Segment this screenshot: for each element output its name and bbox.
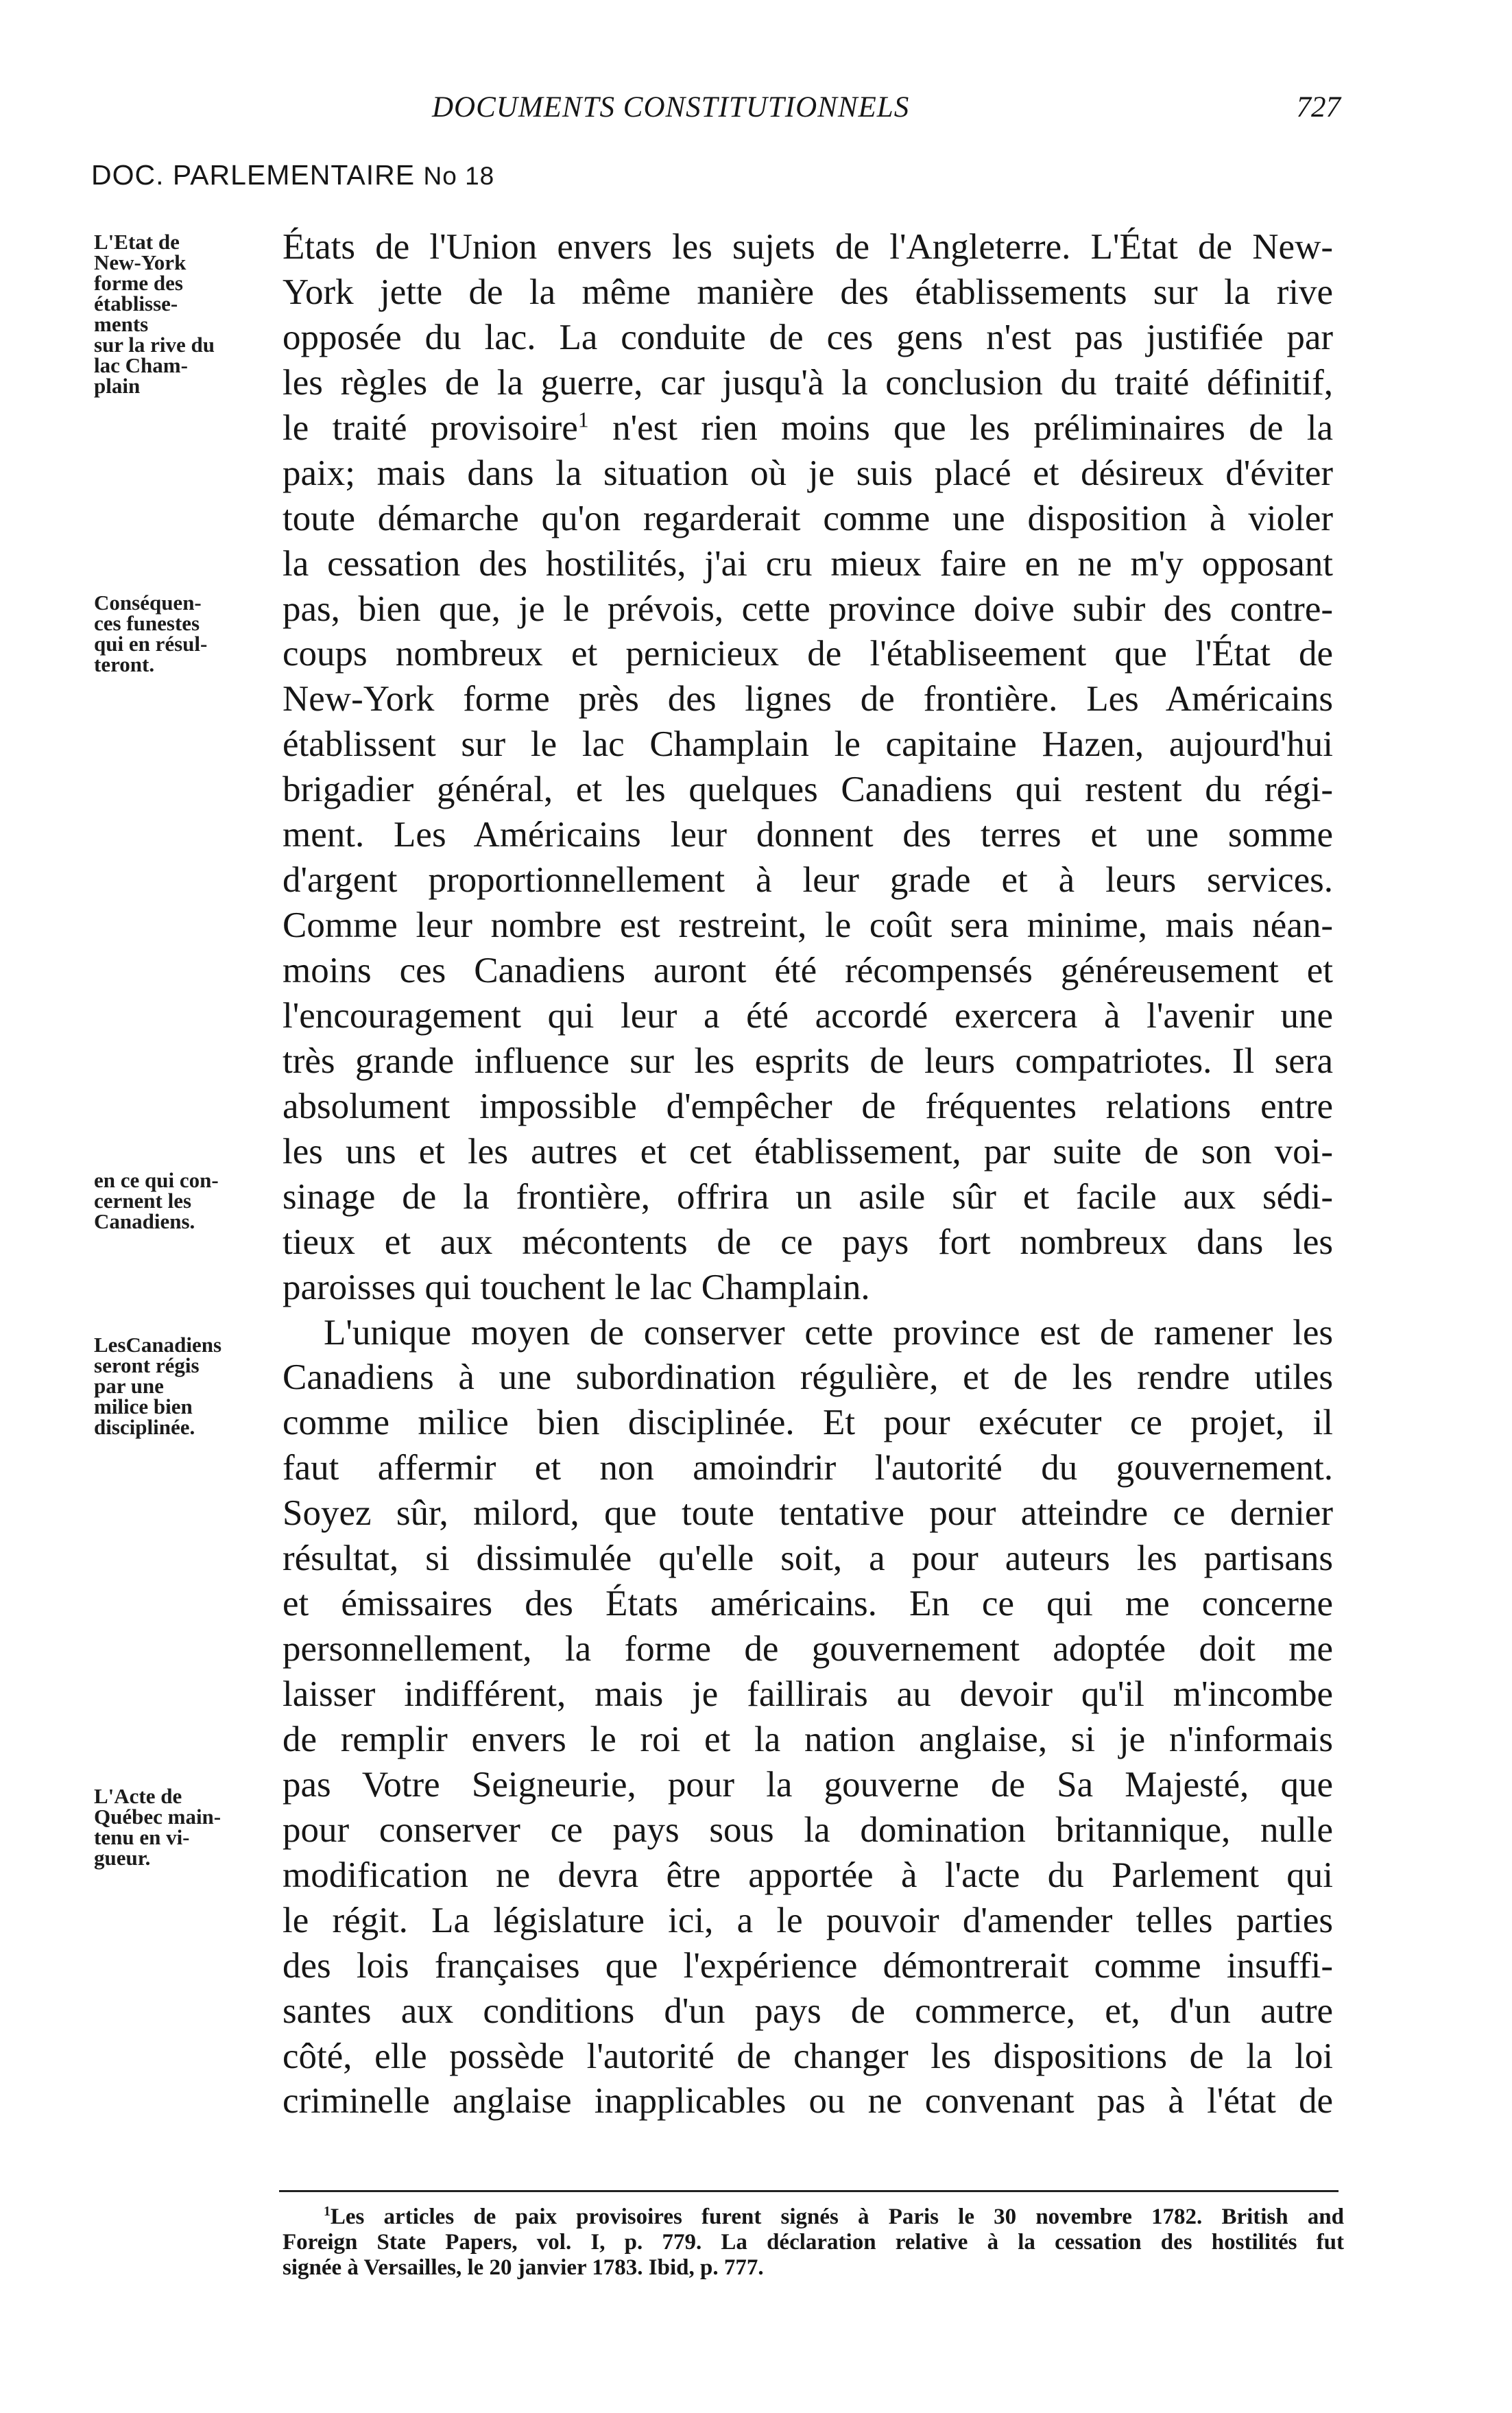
body-line: pas Votre Seigneurie, pour la gouverne de Sa Majesté, que — [283, 1764, 1333, 1805]
margin-note-line: sur la rive du — [94, 333, 215, 357]
body-line: États de l'Union envers les sujets de l'Angleterre. L'État de New- — [283, 227, 1333, 267]
body-line: d'argent proportionnellement à leur grade et à leurs services. — [283, 860, 1333, 901]
body-line: pour conserver ce pays sous la domination britannique, nulle — [283, 1809, 1333, 1850]
body-line: sinage de la frontière, offrira un asile sûr et facile aux sédi- — [283, 1176, 1333, 1217]
body-line: modification ne devra être apportée à l'acte du Parlement qui — [283, 1855, 1333, 1895]
body-line: pas, bien que, je le prévois, cette province doive subir des contre- — [283, 589, 1333, 629]
margin-note-line: LesCanadiens — [94, 1333, 222, 1357]
margin-note-line: L'Etat de — [94, 230, 180, 254]
margin-note-line: lac Cham- — [94, 353, 188, 377]
body-line: laisser indifférent, mais je faillirais au devoir qu'il m'incombe — [283, 1674, 1333, 1714]
margin-note-line: qui en résul- — [94, 632, 208, 656]
margin-note-line: tenu en vi- — [94, 1825, 190, 1849]
body-line: l'encouragement qui leur a été accordé exercera à l'avenir une — [283, 995, 1333, 1036]
margin-note-line: disciplinée. — [94, 1415, 195, 1439]
margin-note-milice — [94, 1335, 279, 1438]
body-line: santes aux conditions d'un pays de commerce, et, d'un autre — [283, 1990, 1333, 2031]
margin-note-line: New-York — [94, 250, 187, 274]
body-line: York jette de la même manière des établissements sur la rive — [283, 272, 1333, 312]
body-line: coups nombreux et pernicieux de l'établiseement que l'État de — [283, 634, 1333, 674]
margin-note-line: teront. — [94, 652, 155, 676]
body-line: les règles de la guerre, car jusqu'à la conclusion du traité définitif, — [283, 362, 1333, 403]
body-line-with-footnote — [283, 406, 1333, 451]
document-number: No 18 — [423, 162, 495, 190]
footnote-divider — [279, 2190, 1339, 2192]
margin-note-line: L'Acte de — [94, 1784, 182, 1808]
margin-note-line: en ce qui con- — [94, 1168, 219, 1192]
body-line: tieux et aux mécontents de ce pays fort nombreux dans les — [283, 1222, 1333, 1262]
body-line: des lois françaises que l'expérience démontrerait comme insuffi- — [283, 1945, 1333, 1986]
margin-note-line: établisse- — [94, 292, 178, 316]
margin-note-line: ments — [94, 312, 149, 336]
margin-note-line: par une — [94, 1374, 164, 1398]
page-number: 727 — [1296, 91, 1341, 123]
margin-note-line: forme des — [94, 271, 183, 295]
margin-note-canadiens — [94, 1170, 279, 1232]
footnote — [283, 2204, 1344, 2281]
margin-note-line: Québec main- — [94, 1805, 221, 1829]
body-line: moins ces Canadiens auront été récompensés généreusement et — [283, 951, 1333, 990]
body-line: paroisses qui touchent le lac Champlain. — [283, 1267, 870, 1307]
body-line: opposée du lac. La conduite de ces gens n'est pas justifiée par — [283, 317, 1333, 357]
body-line: toute démarche qu'on regarderait comme une disposition à violer — [283, 498, 1333, 538]
body-line: comme milice bien disciplinée. Et pour exécuter ce projet, il — [283, 1403, 1333, 1443]
margin-note-line: plain — [94, 374, 141, 398]
body-line: côté, elle possède l'autorité de changer les dispositions de la loi — [283, 2036, 1333, 2076]
footnote-reference: 1 — [577, 407, 589, 432]
body-line: de remplir envers le roi et la nation anglaise, si je n'informais — [283, 1719, 1333, 1759]
body-line: New-York forme près des lignes de frontière. Les Américains — [283, 679, 1333, 720]
body-line: Soyez sûr, milord, que toute tentative pour atteindre ce dernier — [283, 1493, 1333, 1534]
margin-note-acte-de-quebec — [94, 1786, 279, 1868]
body-line: criminelle anglaise inapplicables ou ne convenant pas à l'état de — [283, 2081, 1333, 2121]
body-line: les uns et les autres et cet établissement, par suite de son voi- — [283, 1131, 1333, 1172]
margin-note-line: gueur. — [94, 1846, 151, 1870]
body-line: le régit. La législature ici, a le pouvoir d'amender telles parties — [283, 1900, 1333, 1940]
document-label: DOC. PARLEMENTAIRE — [91, 159, 416, 191]
margin-note-line: cernent les — [94, 1189, 192, 1213]
document-reference — [91, 159, 494, 191]
running-title: DOCUMENTS CONSTITUTIONNELS — [432, 91, 910, 123]
body-line-start: le traité provisoire — [283, 407, 578, 448]
body-line: très grande influence sur les esprits de leurs compatriotes. Il sera — [283, 1041, 1333, 1081]
margin-note-line: milice bien — [94, 1394, 193, 1418]
paragraph-start: L'unique moyen de conserver cette province est de ramener les — [324, 1312, 1333, 1353]
body-line: faut affermir et non amoindrir l'autorité du gouvernement. — [283, 1448, 1333, 1488]
margin-note-line: Canadiens. — [94, 1209, 195, 1233]
body-line: personnellement, la forme de gouvernement adoptée doit me — [283, 1629, 1333, 1669]
body-line: la cessation des hostilités, j'ai cru mieux faire en ne m'y opposant — [283, 543, 1333, 584]
margin-note-line: Conséquen- — [94, 591, 202, 615]
body-line: ment. Les Américains leur donnent des terres et une somme — [283, 815, 1333, 855]
margin-note-line: ces funestes — [94, 611, 200, 635]
footnote-line — [283, 2204, 1344, 2230]
footnote-text: Les articles de paix provisoires furent signés à Paris le 30 novembre 1782. British and — [330, 2204, 1344, 2229]
margin-note-line: seront régis — [94, 1353, 200, 1377]
body-line: résultat, si dissimulée qu'elle soit, a pour auteurs les partisans — [283, 1538, 1333, 1579]
footnote-mark: 1 — [324, 2204, 331, 2219]
body-line: et émissaires des États américains. En ce qui me concerne — [283, 1584, 1333, 1624]
footnote-line: Foreign State Papers, vol. I, p. 779. La déclaration relative à la cessation des hostilités fut — [283, 2230, 1344, 2255]
body-line: établissent sur le lac Champlain le capitaine Hazen, aujourd'hui — [283, 724, 1333, 765]
footnote-line: signée à Versailles, le 20 janvier 1783. Ibid, p. 777. — [283, 2255, 764, 2280]
body-line: paix; mais dans la situation où je suis placé et désireux d'éviter — [283, 453, 1333, 493]
margin-note-consequences — [94, 593, 279, 675]
body-text — [283, 225, 1333, 2124]
body-line: brigadier général, et les quelques Canadiens qui restent du régi- — [283, 770, 1333, 810]
body-line: Canadiens à une subordination régulière, et de les rendre utiles — [283, 1357, 1333, 1398]
margin-note-new-york — [94, 232, 279, 396]
body-line: Comme leur nombre est restreint, le coût sera minime, mais néan- — [283, 905, 1333, 946]
body-line: absolument impossible d'empêcher de fréquentes relations entre — [283, 1086, 1333, 1126]
body-line-end: n'est rien moins que les préliminaires de la — [588, 407, 1333, 448]
